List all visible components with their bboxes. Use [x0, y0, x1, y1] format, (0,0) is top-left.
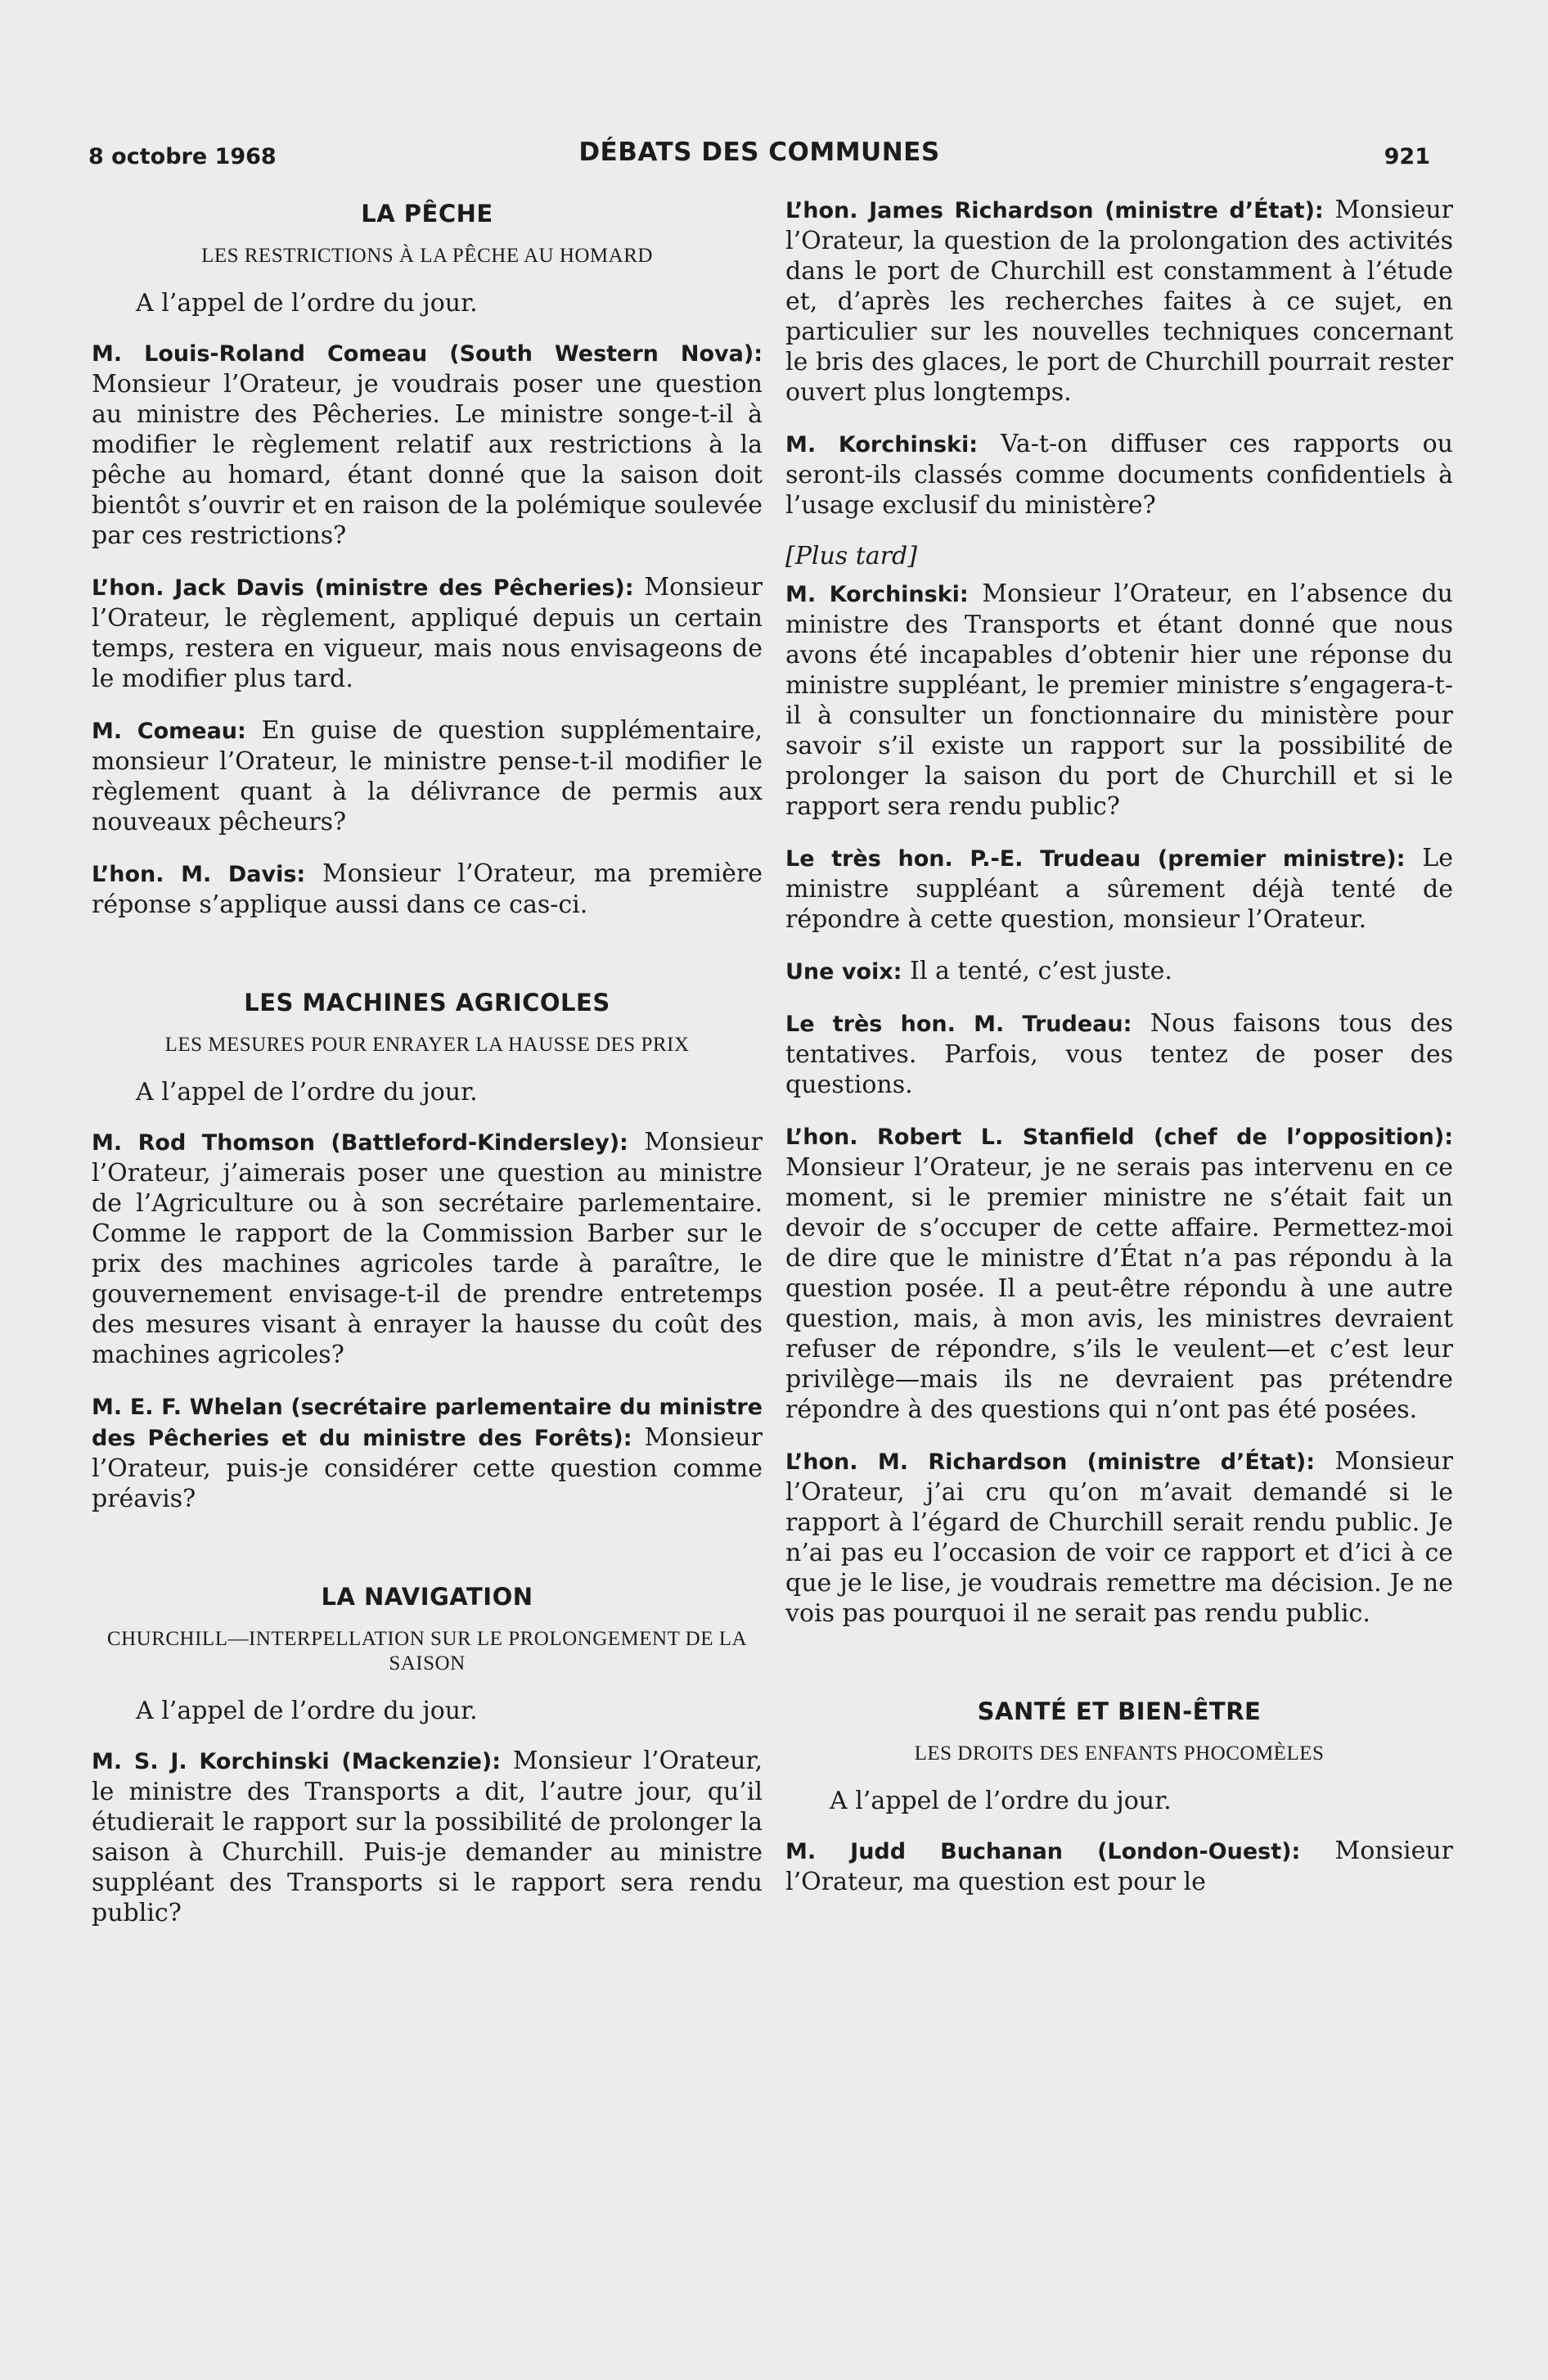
- speaker-name: L’hon. James Richardson (ministre d’État):: [785, 198, 1324, 223]
- speech-paragraph: [785, 195, 1453, 408]
- speaker-name: L’hon. Jack Davis (ministre des Pêcheries):: [92, 575, 634, 601]
- speech-text: En guise de question supplémentaire, monsieur l’Orateur, le ministre pense-t-il modifier le règlement quant à la délivrance de permis aux nouveaux pêcheurs?: [92, 716, 763, 836]
- speech-paragraph: [785, 1446, 1453, 1629]
- speech-paragraph: [785, 1121, 1453, 1425]
- section-title-sante: SANTÉ ET BIEN-ÊTRE: [977, 1697, 1262, 1725]
- speech-paragraph: [92, 338, 763, 551]
- order-of-day: A l’appel de l’ordre du jour.: [136, 289, 478, 318]
- left-column: [92, 195, 763, 1950]
- speaker-name: M. Rod Thomson (Battleford-Kindersley):: [92, 1130, 628, 1156]
- speech-text: Monsieur l’Orateur, le ministre des Transports a dit, l’autre jour, qu’il étudierait le rapport sur la possibilité de prolonger la saison à Churchill. Puis-je demander au ministre suppléant des Transports si le rapport sera rendu public?: [92, 1747, 763, 1927]
- header-date: 8 octobre 1968: [88, 144, 277, 169]
- order-of-day: A l’appel de l’ordre du jour.: [830, 1787, 1172, 1815]
- speaker-name: M. S. J. Korchinski (Mackenzie):: [92, 1749, 502, 1774]
- speech-text: Monsieur l’Orateur, puis-je considérer cette question comme préavis?: [92, 1423, 763, 1513]
- speech-paragraph: [785, 1008, 1453, 1100]
- speech-paragraph: [92, 1127, 763, 1370]
- speech-paragraph: [785, 1836, 1453, 1897]
- speaker-name: M. Louis-Roland Comeau (South Western Nova):: [92, 341, 763, 367]
- speech-paragraph: [92, 572, 763, 694]
- speech-text: Monsieur l’Orateur, la question de la prolongation des activités dans le port de Churchill est constamment à l’étude et, d’après les recherches faites à ce sujet, en particulier sur les nouvelles techniques concernant le bris des glaces, le port de Churchill pourrait rester ouvert plus longtemps.: [785, 196, 1453, 407]
- speech-text: Monsieur l’Orateur, en l’absence du ministre des Transports et étant donné que nous avons été incapables d’obtenir hier une réponse du ministre suppléant, le premier ministre s’engagera-t-il à consulter un fonctionnaire du ministère pour savoir s’il existe un rapport sur la possibilité de prolonger la saison du port de Churchill et si le rapport sera rendu public?: [785, 579, 1453, 821]
- section-subtitle-phocomeles: LES DROITS DES ENFANTS PHOCOMÈLES: [914, 1742, 1325, 1765]
- speech-paragraph: [92, 1746, 763, 1928]
- section-spacer: [92, 1535, 763, 1560]
- header-title: DÉBATS DES COMMUNES: [578, 137, 940, 167]
- speech-text: Monsieur l’Orateur, le règlement, appliqué depuis un certain temps, restera en vigueur, mais nous envisageons de le modifier plus tard.: [92, 573, 763, 693]
- speech-text: Monsieur l’Orateur, ma question est pour le: [785, 1837, 1453, 1896]
- speech-paragraph: [92, 1391, 763, 1514]
- speech-text: Va-t-on diffuser ces rapports ou seront-ils classés comme documents confidentiels à l’usage exclusif du ministère?: [785, 430, 1453, 520]
- right-column: [785, 195, 1453, 1918]
- section-title-machines: LES MACHINES AGRICOLES: [244, 989, 610, 1016]
- section-spacer: [92, 941, 763, 966]
- speech-text: Nous faisons tous des tentatives. Parfois, vous tentez de poser des questions.: [785, 1009, 1453, 1099]
- speech-paragraph: [785, 843, 1453, 935]
- order-of-day: A l’appel de l’ordre du jour.: [136, 1697, 478, 1725]
- speech-paragraph: [92, 859, 763, 920]
- speaker-name: M. Comeau:: [92, 719, 246, 744]
- speech-text: Monsieur l’Orateur, j’aimerais poser une question au ministre de l’Agriculture ou à son secrétaire parlementaire. Comme le rapport de la Commission Barber sur le prix des machines agricoles tarde à paraître, le gouvernement envisage-t-il de prendre entretemps des mesures visant à enrayer la hausse du coût des machines agricoles?: [92, 1128, 763, 1369]
- speaker-name: M. E. F. Whelan (secrétaire parlementaire du ministre des Pêcheries et du ministre des Forêts):: [92, 1395, 763, 1451]
- speaker-name: Le très hon. M. Trudeau:: [785, 1012, 1132, 1037]
- speech-paragraph: [785, 956, 1453, 987]
- speech-text: Monsieur l’Orateur, je voudrais poser une question au ministre des Pêcheries. Le ministre songe-t-il à modifier le règlement relatif aux restrictions à la pêche au homard, étant donné que la saison doit bientôt s’ouvrir et en raison de la polémique soulevée par ces restrictions?: [92, 370, 763, 550]
- section-spacer: [785, 1650, 1453, 1675]
- later-marker: [Plus tard]: [785, 542, 917, 570]
- section-subtitle-churchill: CHURCHILL—INTERPELLATION SUR LE PROLONGEMENT DE LA SAISON: [106, 1628, 748, 1675]
- speech-paragraph: [785, 429, 1453, 521]
- section-title-navigation: LA NAVIGATION: [321, 1583, 533, 1611]
- section-subtitle-prix: LES MESURES POUR ENRAYER LA HAUSSE DES PRIX: [164, 1034, 690, 1056]
- speaker-name: M. Korchinski:: [785, 582, 969, 607]
- speaker-name: Une voix:: [785, 959, 902, 985]
- speech-text: Monsieur l’Orateur, je ne serais pas intervenu en ce moment, si le premier ministre ne s’était fait un devoir de s’occuper de cette affaire. Permettez-moi de dire que le ministre d’État n’a pas répondu à la question posée. Il a peut-être répondu à une autre question, mais, à mon avis, les ministres devraient refuser de répondre, s’ils le veulent—et c’est leur privilège—mais ils ne devraient pas prétendre répondre à des questions qui n’ont pas été posées.: [785, 1153, 1453, 1424]
- order-of-day: A l’appel de l’ordre du jour.: [136, 1078, 478, 1107]
- speech-paragraph: [92, 715, 763, 837]
- speech-text: Monsieur l’Orateur, j’ai cru qu’on m’avait demandé si le rapport à l’égard de Churchill serait rendu public. Je n’ai pas eu l’occasion de voir ce rapport et d’ici à ce que je le lise, je voudrais remettre ma décision. Je ne vois pas pourquoi il ne serait pas rendu public.: [785, 1447, 1453, 1628]
- page-header: [88, 137, 1430, 178]
- section-title-peche: LA PÊCHE: [361, 200, 493, 228]
- speaker-name: L’hon. M. Richardson (ministre d’État):: [785, 1449, 1315, 1475]
- speaker-name: L’hon. Robert L. Stanfield (chef de l’opposition):: [785, 1125, 1453, 1150]
- speaker-name: L’hon. M. Davis:: [92, 862, 306, 887]
- speech-text: Le ministre suppléant a sûrement déjà tenté de répondre à cette question, monsieur l’Orateur.: [785, 844, 1453, 934]
- speech-text: Monsieur l’Orateur, ma première réponse s’applique aussi dans ce cas-ci.: [92, 859, 763, 919]
- speech-text: Il a tenté, c’est juste.: [910, 957, 1172, 985]
- section-subtitle-homard: LES RESTRICTIONS À LA PÊCHE AU HOMARD: [201, 245, 653, 267]
- speaker-name: M. Judd Buchanan (London-Ouest):: [785, 1839, 1301, 1864]
- speaker-name: M. Korchinski:: [785, 432, 979, 458]
- speaker-name: Le très hon. P.-E. Trudeau (premier ministre):: [785, 846, 1406, 872]
- page-number: 921: [1384, 144, 1430, 169]
- speech-paragraph: [785, 579, 1453, 822]
